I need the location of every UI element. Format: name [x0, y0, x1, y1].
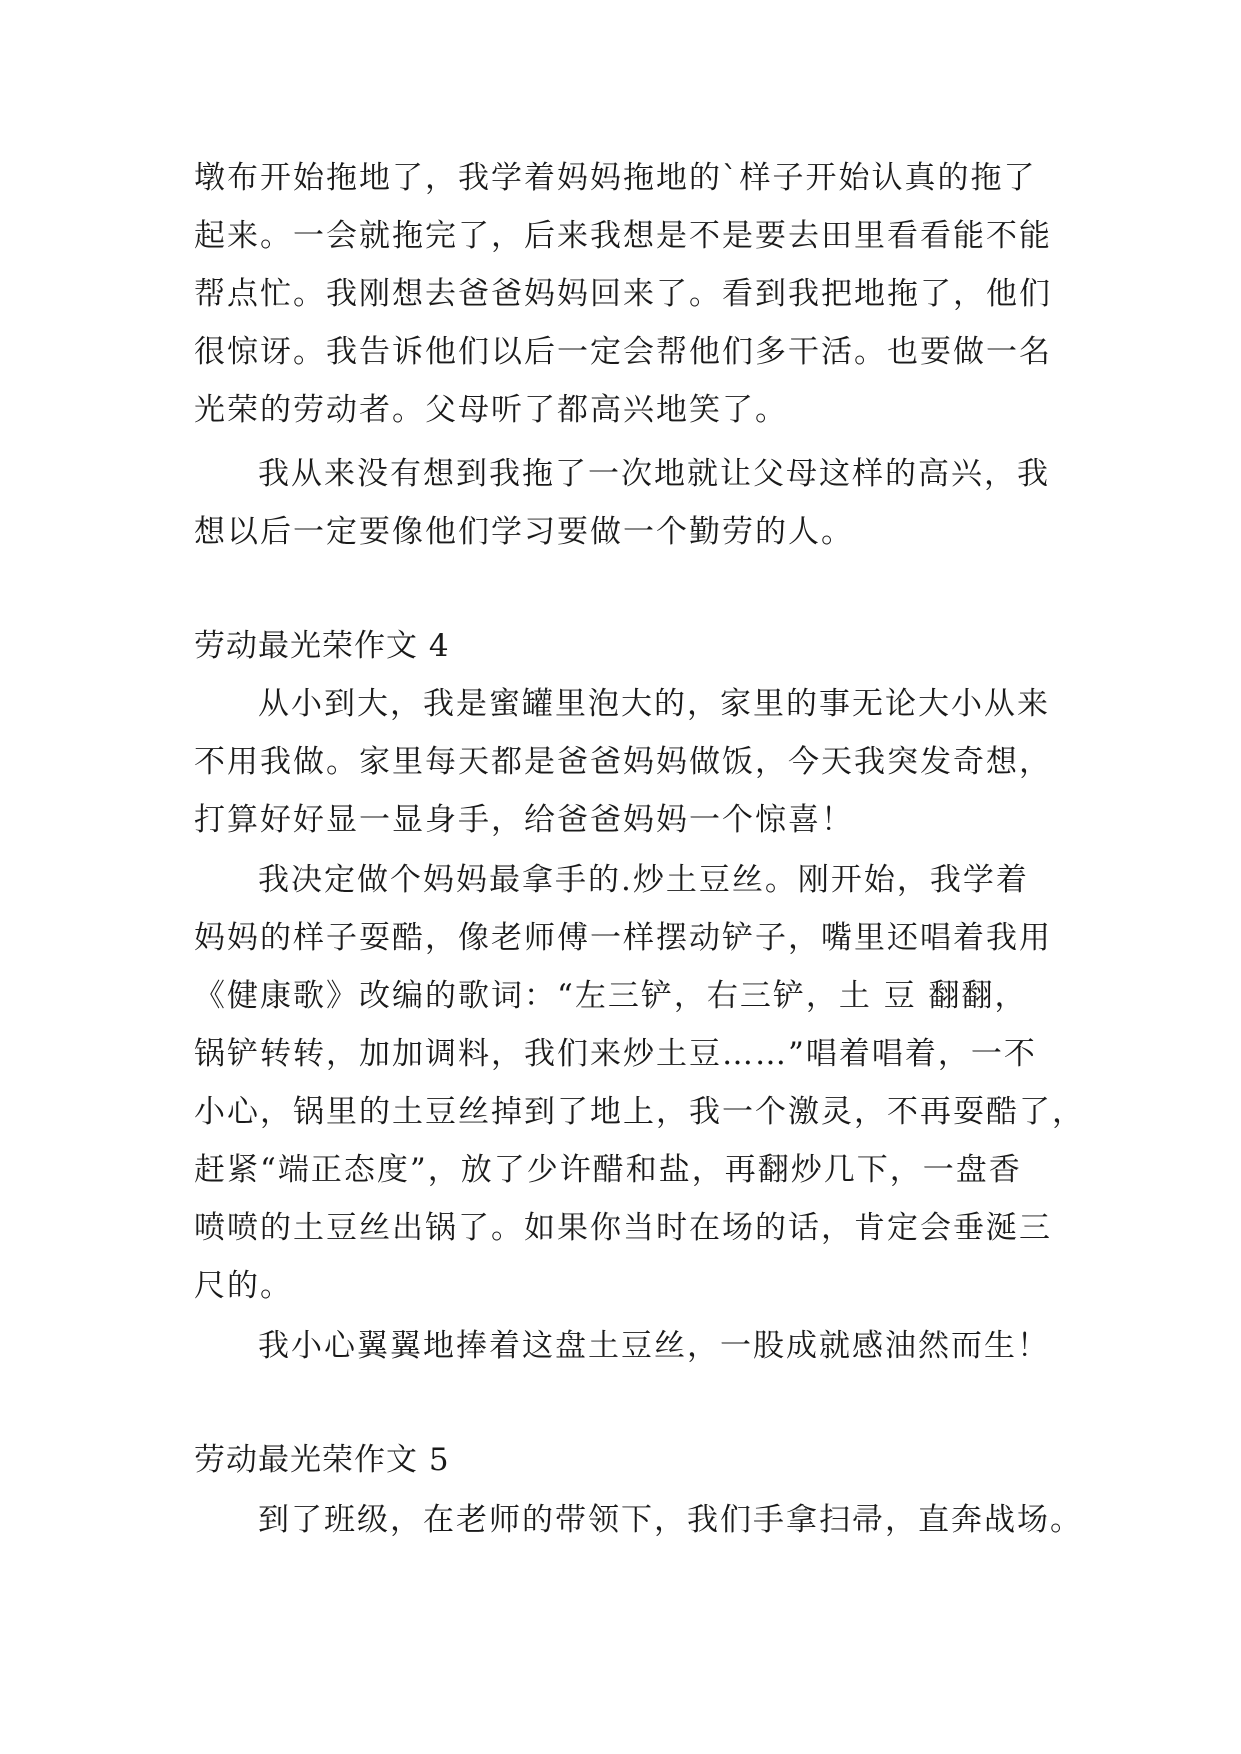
- text-line: 我从来没有想到我拖了一次地就让父母这样的高兴，我: [258, 456, 1050, 492]
- text-line: 想以后一定要像他们学习要做一个勤劳的人。: [194, 514, 854, 550]
- text-line: 墩布开始拖地了，我学着妈妈拖地的`样子开始认真的拖了: [194, 160, 1037, 196]
- text-line: 锅铲转转，加加调料，我们来炒土豆……”唱着唱着，一不: [194, 1036, 1037, 1072]
- text-line: 打算好好显一显身手，给爸爸妈妈一个惊喜！: [194, 802, 854, 838]
- text-line: 《健康歌》改编的歌词：“左三铲，右三铲，土 豆 翻翻，: [194, 978, 1028, 1014]
- text-line: 从小到大，我是蜜罐里泡大的，家里的事无论大小从来: [258, 686, 1050, 722]
- text-line: 小心，锅里的土豆丝掉到了地上，我一个激灵，不再耍酷了，: [194, 1094, 1085, 1130]
- text-line: 到了班级，在老师的带领下，我们手拿扫帚，直奔战场。: [258, 1502, 1083, 1538]
- section-heading: 劳动最光荣作文 5: [194, 1442, 450, 1478]
- text-line: 我决定做个妈妈最拿手的.炒土豆丝。刚开始，我学着: [258, 862, 1029, 898]
- text-line: 赶紧“端正态度”，放了少许醋和盐，再翻炒几下，一盘香: [194, 1152, 1022, 1188]
- text-line: 喷喷的土豆丝出锅了。如果你当时在场的话，肯定会垂涎三: [194, 1210, 1052, 1246]
- text-line: 不用我做。家里每天都是爸爸妈妈做饭，今天我突发奇想，: [194, 744, 1052, 780]
- section-heading: 劳动最光荣作文 4: [194, 628, 450, 664]
- text-line: 起来。一会就拖完了，后来我想是不是要去田里看看能不能: [194, 218, 1052, 254]
- text-line: 尺的。: [194, 1268, 293, 1304]
- text-line: 妈妈的样子耍酷，像老师傅一样摆动铲子，嘴里还唱着我用: [194, 920, 1052, 956]
- text-line: 帮点忙。我刚想去爸爸妈妈回来了。看到我把地拖了，他们: [194, 276, 1052, 312]
- text-line: 很惊讶。我告诉他们以后一定会帮他们多干活。也要做一名: [194, 334, 1052, 370]
- text-line: 我小心翼翼地捧着这盘土豆丝，一股成就感油然而生！: [258, 1328, 1050, 1364]
- text-line: 光荣的劳动者。父母听了都高兴地笑了。: [194, 392, 788, 428]
